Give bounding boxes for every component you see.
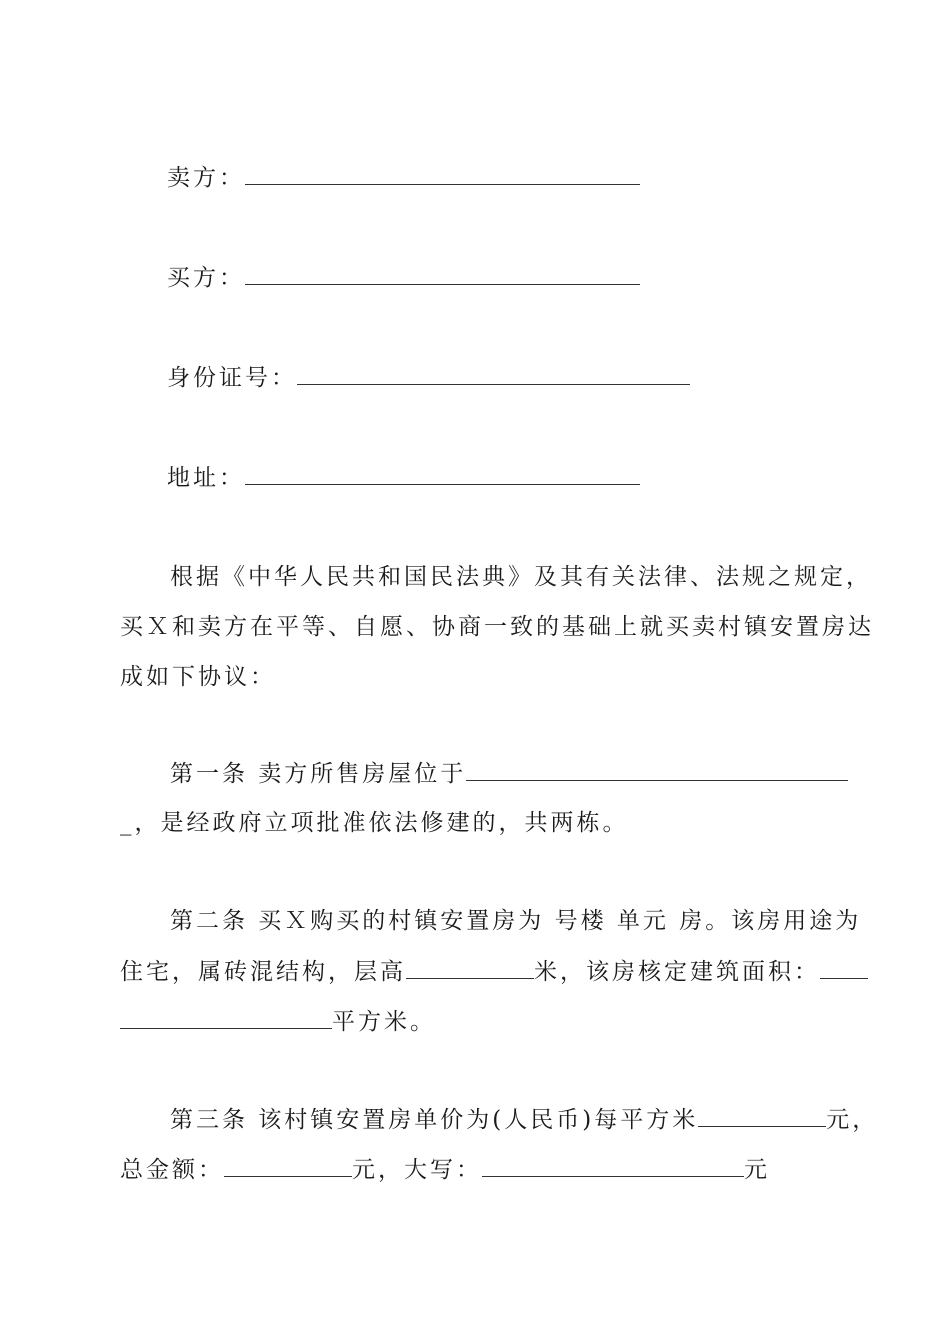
- article3-line-2: [120, 1154, 770, 1185]
- article3-text-e: 元: [744, 1157, 770, 1183]
- unit-price-blank[interactable]: [698, 1104, 826, 1127]
- article2-text-a: 住宅，属砖混结构，层高: [120, 959, 406, 985]
- article2-text-c: 平方米。: [332, 1009, 436, 1035]
- article2-line-2: [120, 956, 868, 987]
- seller-blank[interactable]: [245, 162, 640, 185]
- seller-label: 卖方：: [167, 165, 245, 191]
- buyer-blank[interactable]: [245, 262, 640, 285]
- article1-text-2: ，是经政府立项批准依法修建的，共两栋。: [134, 810, 629, 836]
- id-field-row: [167, 362, 690, 393]
- id-label: 身份证号：: [167, 365, 297, 391]
- amount-in-words-blank[interactable]: [482, 1154, 744, 1177]
- article3-text-d: 元，大写：: [352, 1157, 482, 1183]
- article1-line-1: [170, 758, 848, 789]
- article3-text-c: 总金额：: [120, 1157, 224, 1183]
- id-blank[interactable]: [297, 362, 690, 385]
- preamble-line-3: 成如下协议：: [120, 664, 276, 690]
- preamble-line-1: 根据《中华人民共和国民法典》及其有关法律、法规之规定，: [170, 564, 872, 590]
- area-blank-end[interactable]: [120, 1006, 332, 1029]
- article3-text-b: 元，: [826, 1107, 879, 1133]
- address-label: 地址：: [167, 465, 245, 491]
- address-blank[interactable]: [245, 462, 640, 485]
- floor-height-blank[interactable]: [406, 956, 534, 979]
- preamble-line-2: 买Ｘ和卖方在平等、自愿、协商一致的基础上就买卖村镇安置房达: [120, 614, 874, 640]
- article1-line-2: [120, 808, 629, 838]
- article1-underscore: _: [120, 810, 135, 836]
- article3-line-1: [170, 1104, 878, 1135]
- article2-line-1: 第二条 买Ｘ购买的村镇安置房为 号楼 单元 房。该房用途为: [170, 908, 862, 934]
- article1-text: 第一条 卖方所售房屋位于: [170, 761, 467, 787]
- article2-text-b: 米，该房核定建筑面积：: [534, 959, 820, 985]
- location-blank[interactable]: [466, 758, 848, 781]
- area-blank-start[interactable]: [820, 956, 868, 979]
- address-field-row: [167, 462, 640, 493]
- article2-line-3: [120, 1006, 436, 1037]
- total-amount-blank[interactable]: [224, 1154, 352, 1177]
- seller-field-row: [167, 162, 640, 193]
- buyer-field-row: [167, 262, 640, 293]
- buyer-label: 买方：: [167, 265, 245, 291]
- article3-text-a: 第三条 该村镇安置房单价为(人民币)每平方米: [170, 1107, 699, 1133]
